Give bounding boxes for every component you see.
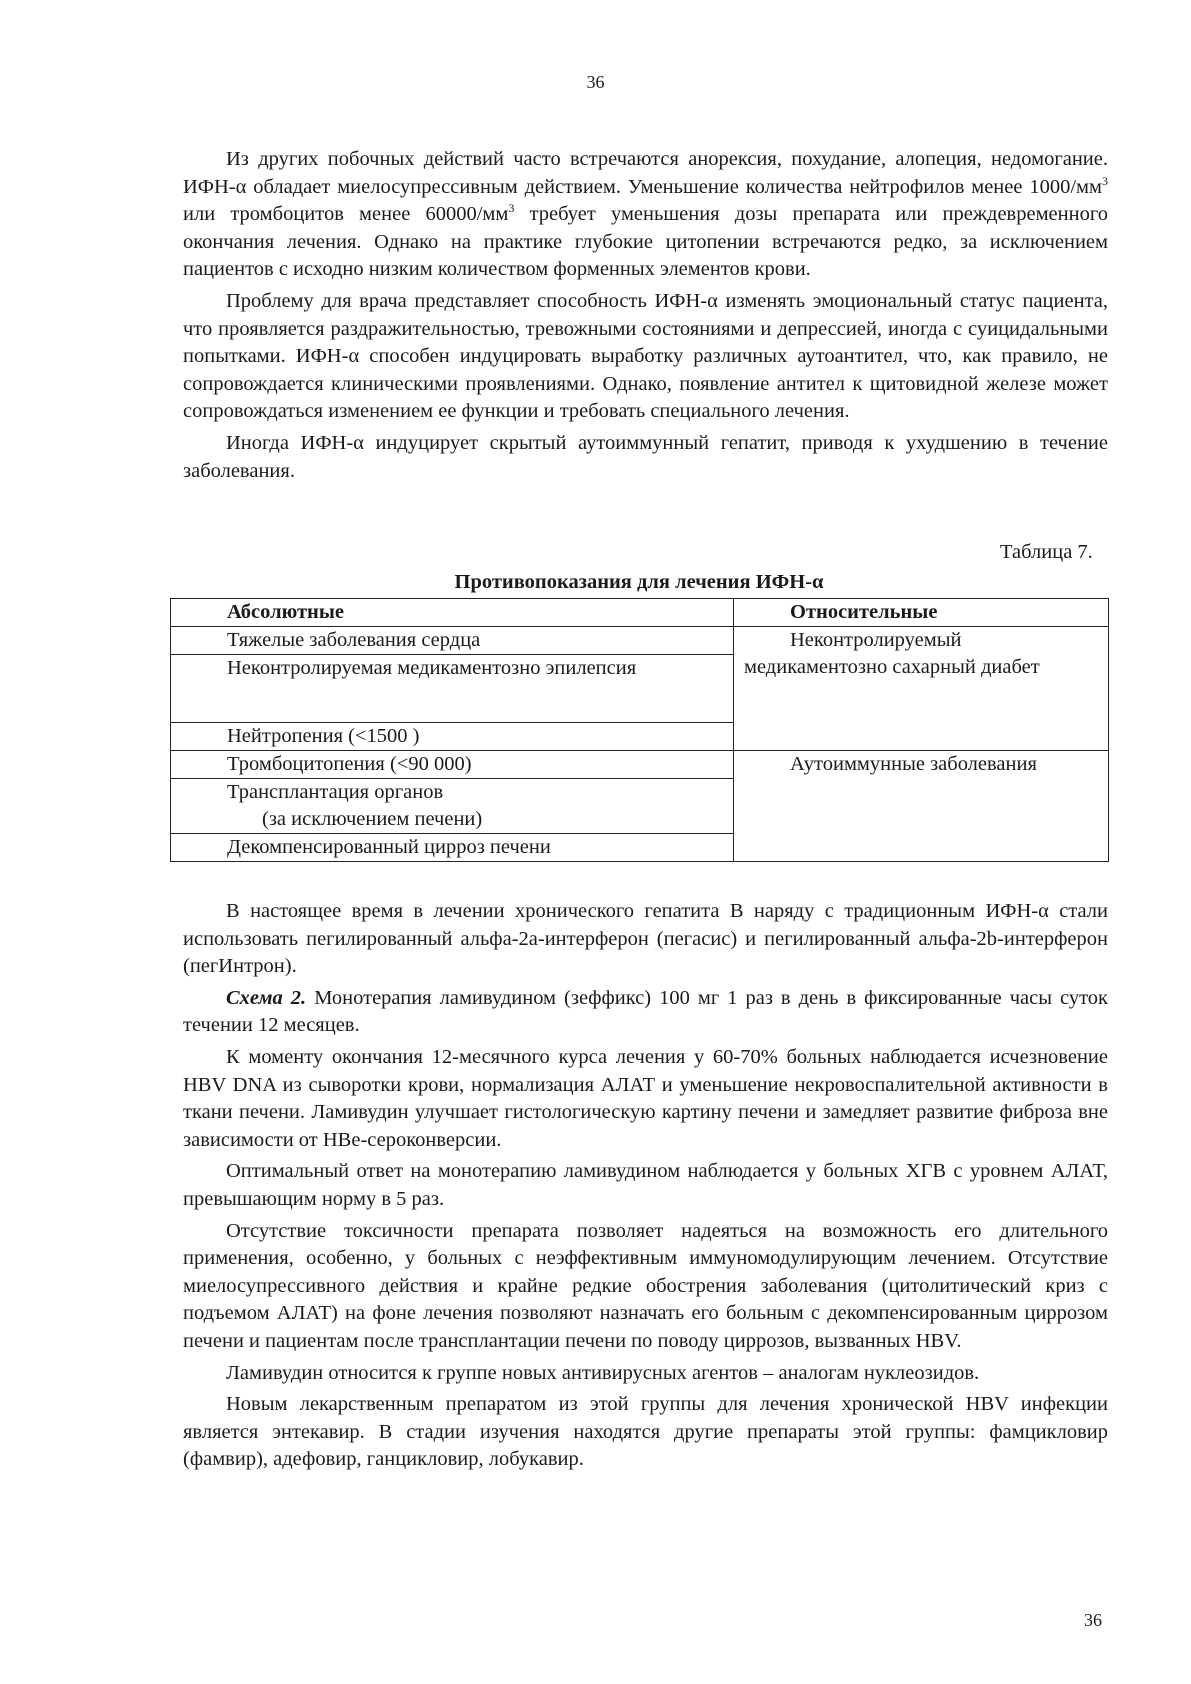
text-block-bottom — [183, 898, 1108, 1474]
paragraph-side-effects-part-a: Из других побочных действий часто встречаются анорексия, похудание, алопеция, недомогание. ИФН-α обладает миелосупрессивным действием. Уменьшение количества нейтрофилов менее 1000/мм — [183, 148, 1108, 198]
table-cell-relative — [734, 627, 1109, 751]
relative-diabetes-line-1: Неконтролируемый — [790, 629, 962, 651]
table-row — [171, 627, 1109, 655]
paragraph-course-results: К моменту окончания 12-месячного курса лечения у 60-70% больных наблюдается исчезновение HBV DNA из сыворотки крови, нормализация АЛАТ и уменьшение некровоспалительной активности в ткани печени. Ламивудин улучшает гистологическую картину печени и замедляет развитие фиброза вне зависимости от НВе-сероконверсии. — [183, 1045, 1108, 1151]
transplant-line-2: (за исключением печени) — [262, 808, 483, 830]
table-cell-absolute: Тромбоцитопения (<90 000) — [171, 751, 734, 779]
page-number-top: 36 — [586, 72, 605, 92]
table-cell-absolute: Неконтролируемая медикаментозно эпилепсия — [171, 655, 734, 723]
table-header-row — [171, 599, 1109, 627]
relative-diabetes-line-2: медикаментозно сахарный диабет — [744, 656, 1040, 678]
table-row — [171, 751, 1109, 779]
table-title: Противопоказания для лечения ИФН-α — [454, 571, 824, 593]
header-absolute: Абсолютные — [171, 599, 734, 627]
superscript-3: 3 — [508, 201, 515, 216]
paragraph-autoimmune-hepatitis: Иногда ИФН-α индуцирует скрытый аутоиммунный гепатит, приводя к ухудшению в течение заболевания. — [183, 431, 1108, 482]
paragraph-toxicity: Отсутствие токсичности препарата позволяет надеяться на возможность его длительного применения, особенно, у больных с неэффективным иммуномодулирующим лечением. Отсутствие миелосупрессивного действия и крайне редкие обострения заболевания (цитолитический криз с подъемом АЛАТ) на фоне лечения позволяют назначать его больным с декомпенсированным циррозом печени и пациентам после трансплантации печени по поводу циррозов, вызванных HBV. — [183, 1219, 1108, 1352]
page-number-bottom: 36 — [1084, 1610, 1102, 1630]
table-number: Таблица 7. — [1000, 541, 1093, 563]
paragraph-side-effects-part-c: требует уменьшения дозы препарата или преждевременного окончания лечения. Однако на практике глубокие цитопении встречаются редко, за исключением пациентов с исходно низким количеством форменных элементов крови. — [183, 203, 1108, 281]
scheme-label: Схема 2. — [226, 986, 307, 1009]
paragraph-side-effects — [183, 146, 1108, 284]
contraindications-table — [170, 598, 1109, 862]
scheme-text: Монотерапия ламивудином (зеффикс) 100 мг 1 раз в день в фиксированные часы суток течении 12 месяцев. — [183, 986, 1108, 1037]
superscript-3: 3 — [1102, 173, 1108, 188]
table-cell-absolute: Тяжелые заболевания сердца — [171, 627, 734, 655]
paragraph-scheme-2 — [183, 985, 1108, 1040]
paragraph-side-effects-part-b: или тромбоцитов менее 60000/мм — [183, 203, 509, 226]
table-cell-absolute — [171, 779, 734, 834]
table-cell-absolute: Нейтропения (<1500 ) — [171, 723, 734, 751]
table-cell-relative — [734, 751, 1109, 862]
table-cell-absolute: Декомпенсированный цирроз печени — [171, 834, 734, 862]
paragraph-entecavir: Новым лекарственным препаратом из этой группы для лечения хронической HBV инфекции является энтекавир. В стадии изучения находятся другие препараты этой группы: фамцикловир (фамвир), адефовир, ганцикловир, лобукавир. — [183, 1393, 1108, 1471]
paragraph-nucleoside-analogs: Ламивудин относится к группе новых антивирусных агентов – аналогам нуклеозидов. — [226, 1361, 980, 1384]
header-relative: Относительные — [734, 599, 1109, 627]
relative-autoimmune: Аутоиммунные заболевания — [790, 753, 1037, 775]
paragraph-optimal-response: Оптимальный ответ на монотерапию ламивудином наблюдается у больных ХГВ с уровнем АЛАТ, превышающим норму в 5 раз. — [183, 1160, 1108, 1210]
paragraph-peginterferon: В настоящее время в лечении хронического гепатита В наряду с традиционным ИФН-α стали использовать пегилированный альфа-2а-интерферон (пегасис) и пегилированный альфа-2b-интерферон (пегИнтрон). — [183, 900, 1108, 978]
transplant-line-1: Трансплантация органов — [227, 781, 444, 803]
text-block-top — [183, 146, 1108, 485]
paragraph-emotional-status: Проблему для врача представляет способность ИФН-α изменять эмоциональный статус пациента, что проявляется раздражительностью, тревожными состояниями и депрессией, иногда с суицидальными попытками. ИФН-α способен индуцировать выработку различных аутоантител, что, как правило, не сопровождается клиническими проявлениями. Однако, появление антител к щитовидной железе может сопровождаться изменением ее функции и требовать специального лечения. — [183, 289, 1108, 423]
